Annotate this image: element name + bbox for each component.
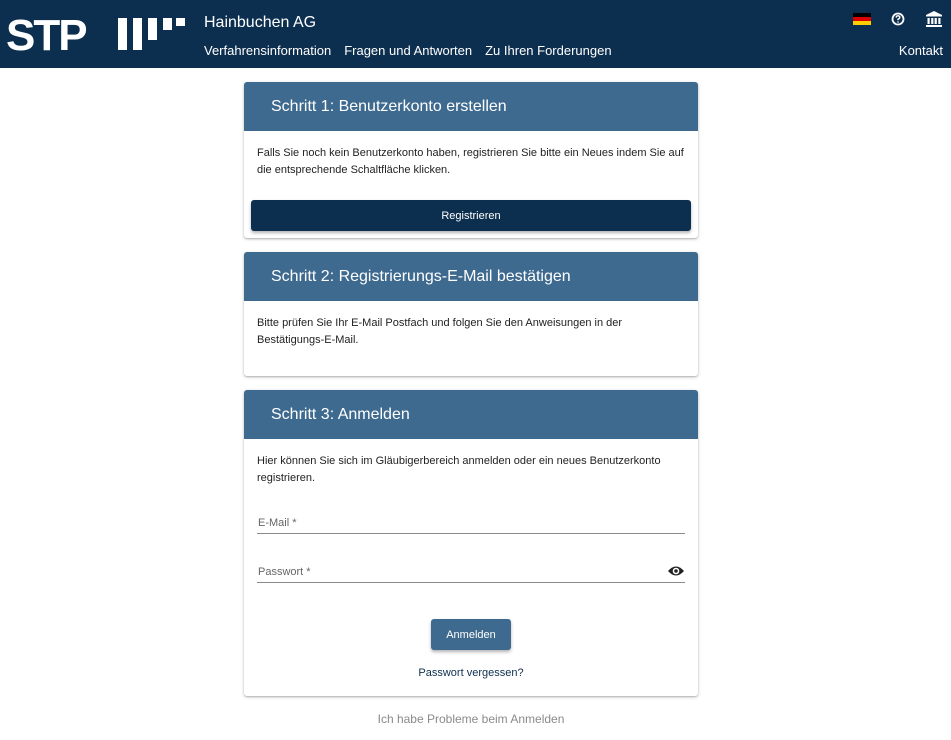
stp-logo[interactable] bbox=[6, 14, 186, 54]
svg-text:STP: STP bbox=[6, 14, 86, 54]
nav-item-verfahrensinformation[interactable]: Verfahrensinformation bbox=[204, 43, 332, 58]
nav-item-zu-ihren-forderungen[interactable]: Zu Ihren Forderungen bbox=[485, 43, 612, 58]
email-field-wrapper bbox=[257, 512, 685, 534]
email-field[interactable] bbox=[257, 512, 685, 533]
contact-link[interactable]: Kontakt bbox=[898, 43, 943, 58]
step3-title: Schritt 3: Anmelden bbox=[244, 390, 698, 439]
help-icon[interactable] bbox=[891, 12, 905, 26]
step3-card bbox=[244, 390, 698, 696]
step2-title: Schritt 2: Registrierungs-E-Mail bestätigen bbox=[244, 252, 698, 301]
forgot-password-link[interactable]: Passwort vergessen? bbox=[418, 667, 524, 679]
top-navigation-bar bbox=[0, 0, 951, 68]
login-problems-link[interactable]: Ich habe Probleme beim Anmelden bbox=[377, 712, 565, 726]
step3-text: Hier können Sie sich im Gläubigerbereich anmelden oder ein neues Benutzerkonto registrieren. bbox=[257, 455, 661, 484]
password-field[interactable] bbox=[257, 561, 685, 582]
header-icons bbox=[853, 10, 943, 28]
step2-text: Bitte prüfen Sie Ihr E-Mail Postfach und folgen Sie den Anweisungen in der Bestätigungs-E-Mail. bbox=[257, 317, 623, 346]
company-name: Hainbuchen AG bbox=[204, 14, 317, 31]
step1-text: Falls Sie noch kein Benutzerkonto haben, registrieren Sie bitte ein Neues indem Sie auf die entsprechende Schaltfläche klicken. bbox=[257, 147, 684, 176]
register-button[interactable]: Registrieren bbox=[251, 200, 691, 231]
bank-icon[interactable] bbox=[925, 10, 943, 28]
nav-item-fragen-und-antworten[interactable]: Fragen und Antworten bbox=[344, 43, 473, 58]
step1-card bbox=[244, 82, 698, 238]
login-button[interactable]: Anmelden bbox=[431, 619, 511, 650]
german-flag-icon[interactable] bbox=[853, 13, 871, 25]
password-field-wrapper bbox=[257, 561, 685, 583]
step1-title: Schritt 1: Benutzerkonto erstellen bbox=[244, 82, 698, 131]
show-password-icon[interactable] bbox=[667, 564, 685, 578]
main-nav bbox=[204, 43, 612, 58]
step2-card bbox=[244, 252, 698, 376]
